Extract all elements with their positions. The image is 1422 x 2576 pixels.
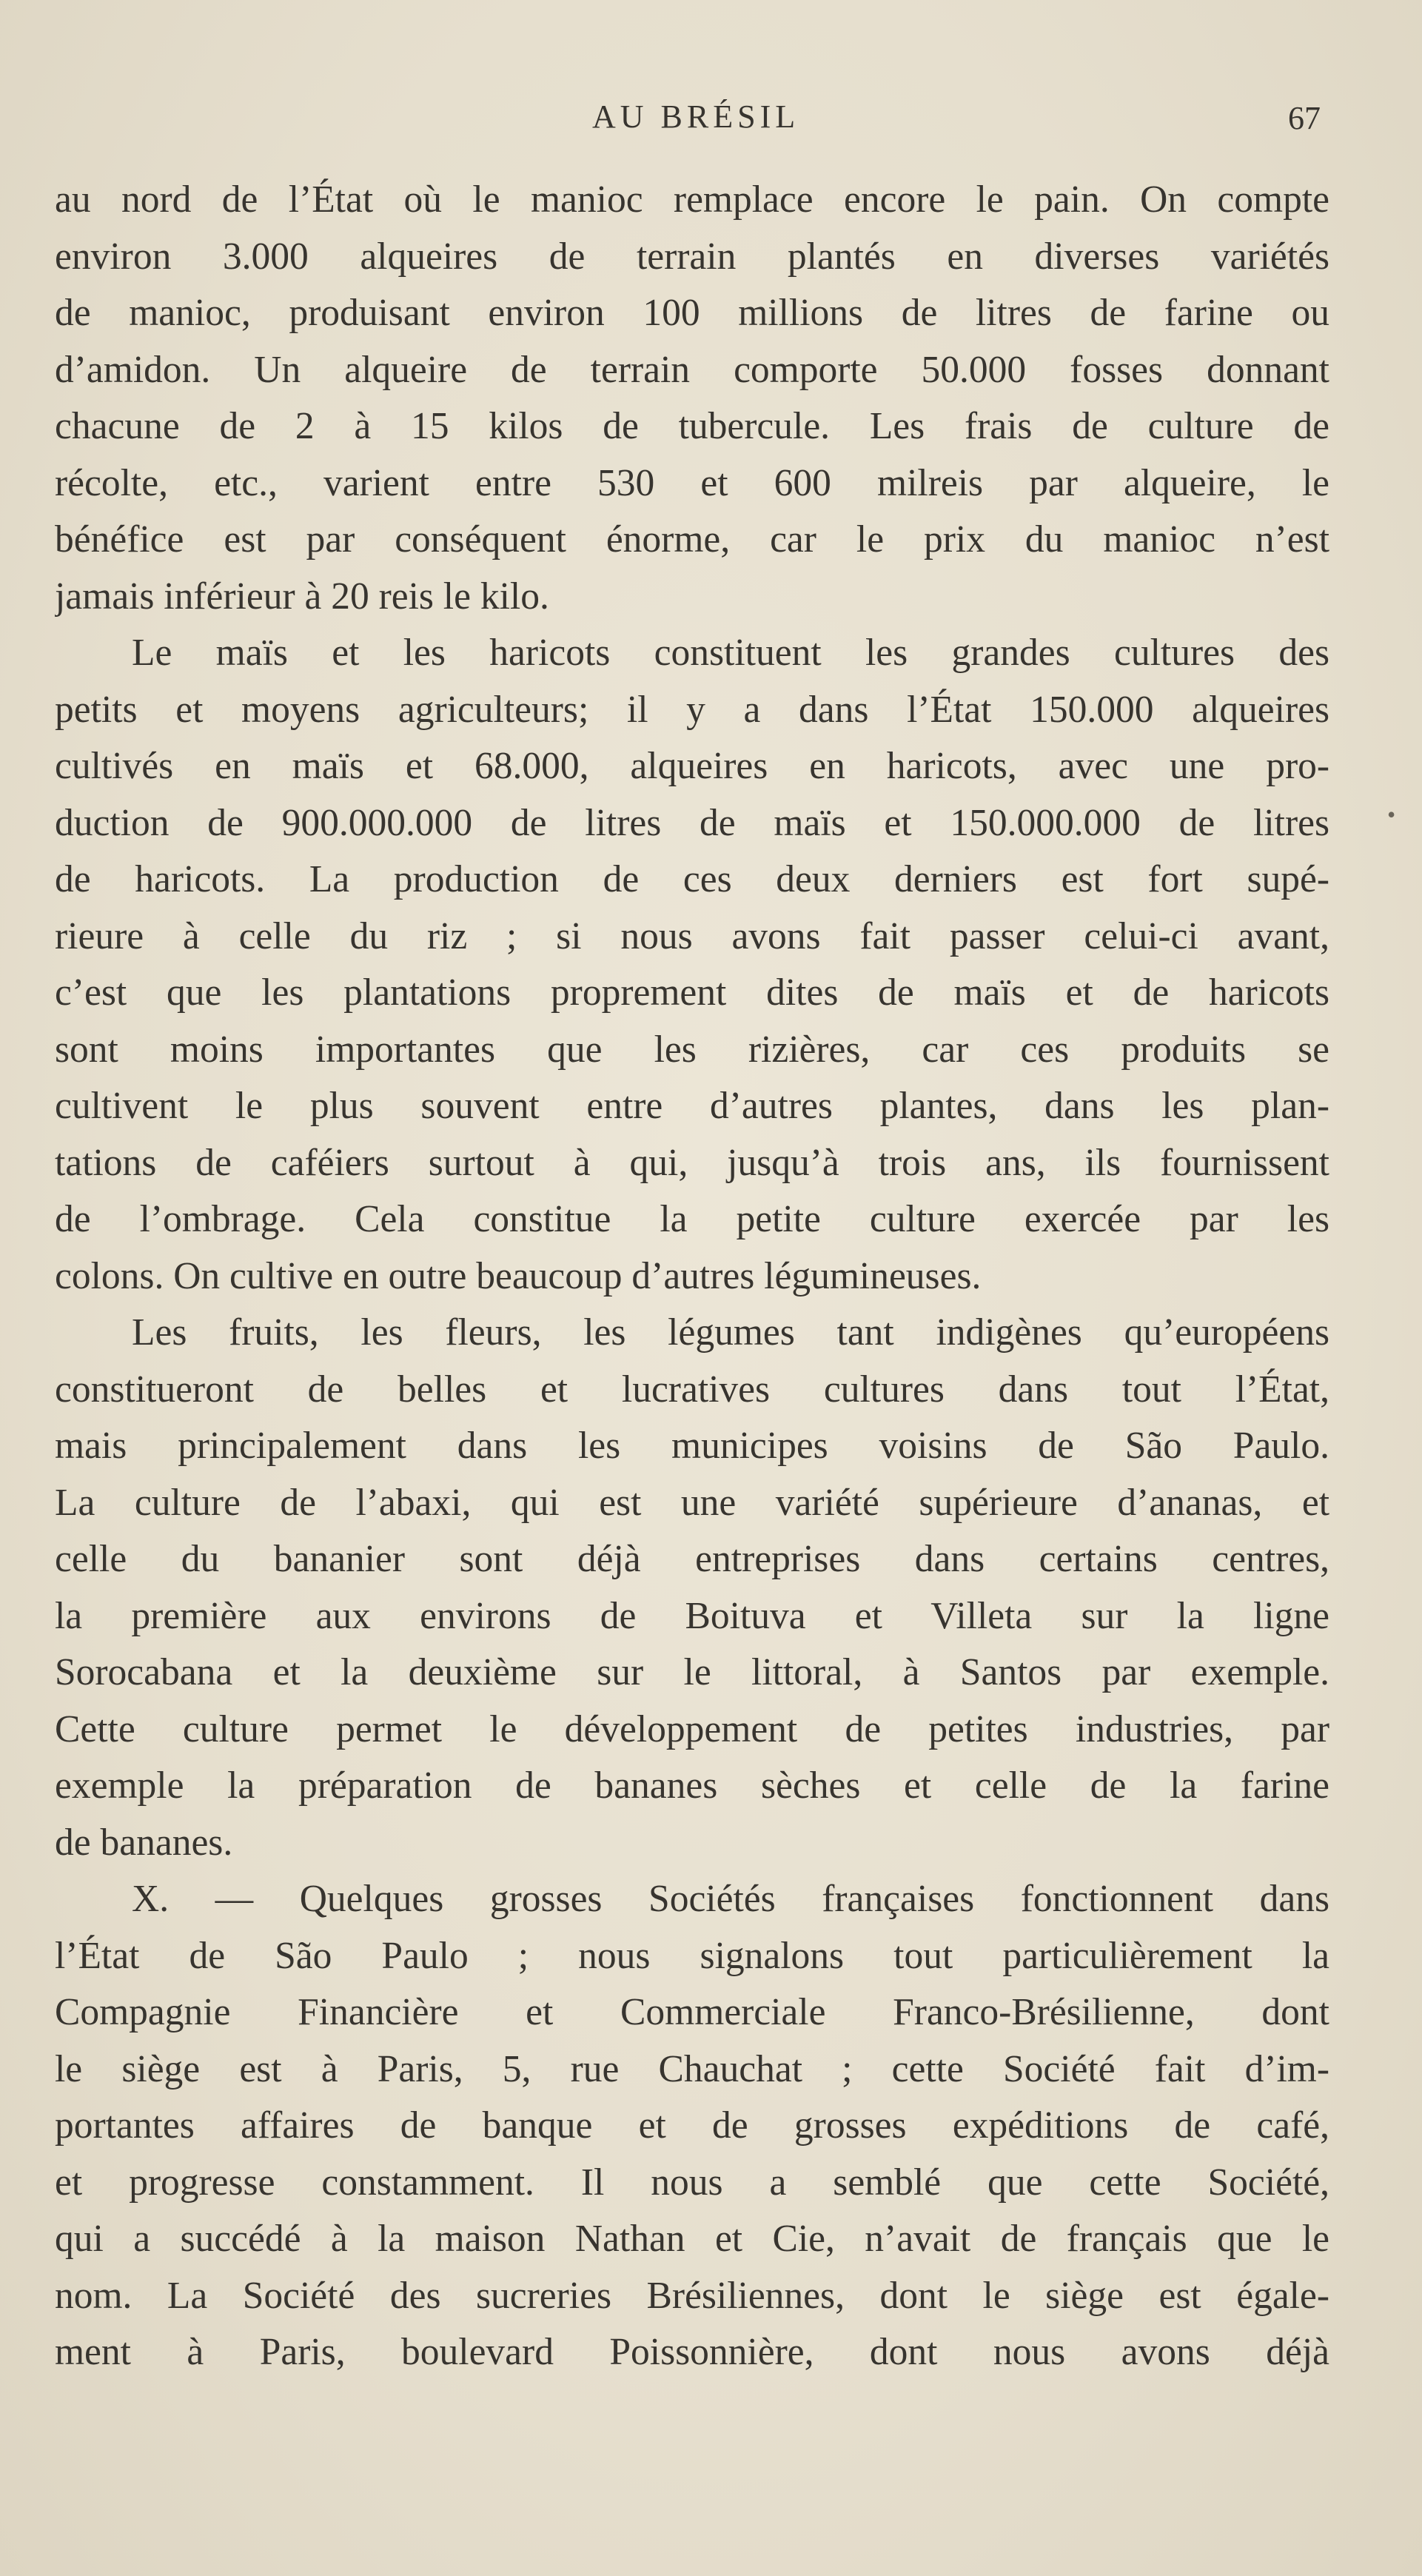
page-number: 67: [1288, 100, 1321, 136]
text-line: petits et moyens agriculteurs; il y a dans l’État 150.000 alqueires: [55, 688, 1329, 731]
paragraph-end-line: de bananes.: [55, 1821, 233, 1864]
text-line: ment à Paris, boulevard Poissonnière, dont nous avons déjà: [55, 2331, 1329, 2373]
paragraph-end-line: colons. On cultive en outre beaucoup d’autres légumineuses.: [55, 1254, 982, 1297]
text-line: tations de caféiers surtout à qui, jusqu’à trois ans, ils fournissent: [55, 1141, 1329, 1184]
text-line: au nord de l’État où le manioc remplace encore le pain. On compte: [55, 178, 1329, 221]
text-line: Cette culture permet le développement de petites industries, par: [55, 1707, 1329, 1750]
text-line: le siège est à Paris, 5, rue Chauchat ; cette Société fait d’im-: [55, 2047, 1329, 2090]
text-line: c’est que les plantations proprement dites de maïs et de haricots: [55, 971, 1329, 1014]
running-header: [0, 95, 1422, 139]
text-line: qui a succédé à la maison Nathan et Cie, n’avait de français que le: [55, 2218, 1329, 2260]
text-line: de manioc, produisant environ 100 millions de litres de farine ou: [55, 292, 1329, 334]
text-line: la première aux environs de Boituva et Villeta sur la ligne: [55, 1594, 1329, 1637]
text-line: de haricots. La production de ces deux derniers est fort supé-: [55, 858, 1329, 900]
text-line: mais principalement dans les municipes voisins de São Paulo.: [55, 1425, 1329, 1467]
text-line: sont moins importantes que les rizières, car ces produits se: [55, 1028, 1329, 1071]
text-line: Sorocabana et la deuxième sur le littoral, à Santos par exemple.: [55, 1651, 1329, 1693]
text-line: Compagnie Financière et Commerciale Franco-Brésilienne, dont: [55, 1991, 1329, 2033]
text-line: bénéfice est par conséquent énorme, car le prix du manioc n’est: [55, 518, 1329, 561]
text-line: rieure à celle du riz ; si nous avons fait passer celui-ci avant,: [55, 914, 1329, 957]
text-line: récolte, etc., varient entre 530 et 600 milreis par alqueire, le: [55, 461, 1329, 504]
text-line: duction de 900.000.000 de litres de maïs et 150.000.000 de litres: [55, 801, 1329, 844]
text-line: l’État de São Paulo ; nous signalons tout particulièrement la: [55, 1934, 1329, 1977]
text-line: constitueront de belles et lucratives cultures dans tout l’État,: [55, 1368, 1329, 1411]
text-line: exemple la préparation de bananes sèches et celle de la farine: [55, 1764, 1329, 1807]
text-line: cultivent le plus souvent entre d’autres plantes, dans les plan-: [55, 1085, 1329, 1127]
text-line: cultivés en maïs et 68.000, alqueires en haricots, avec une pro-: [55, 745, 1329, 787]
text-line: portantes affaires de banque et de grosses expéditions de café,: [55, 2104, 1329, 2147]
text-line: chacune de 2 à 15 kilos de tubercule. Les frais de culture de: [55, 405, 1329, 447]
text-line: celle du bananier sont déjà entreprises dans certains centres,: [55, 1538, 1329, 1580]
text-line: de l’ombrage. Cela constitue la petite culture exercée par les: [55, 1198, 1329, 1240]
text-line: et progresse constamment. Il nous a semblé que cette Société,: [55, 2161, 1329, 2204]
text-line: La culture de l’abaxi, qui est une variété supérieure d’ananas, et: [55, 1481, 1329, 1524]
paragraph-end-line: jamais inférieur à 20 reis le kilo.: [55, 575, 549, 618]
body-text: [55, 172, 1329, 2381]
text-line: d’amidon. Un alqueire de terrain comporte 50.000 fosses donnant: [55, 348, 1329, 391]
paragraph-start-line: Les fruits, les fleurs, les légumes tant indigènes qu’européens: [132, 1311, 1329, 1354]
running-title: AU BRÉSIL: [592, 98, 800, 135]
paragraph-start-line: X. — Quelques grosses Sociétés françaises fonctionnent dans: [132, 1878, 1329, 1920]
text-line: nom. La Société des sucreries Brésiliennes, dont le siège est égale-: [55, 2274, 1329, 2317]
paragraph-start-line: Le maïs et les haricots constituent les grandes cultures des: [132, 632, 1329, 674]
margin-mark: •: [1387, 801, 1396, 828]
text-line: environ 3.000 alqueires de terrain plantés en diverses variétés: [55, 235, 1329, 278]
